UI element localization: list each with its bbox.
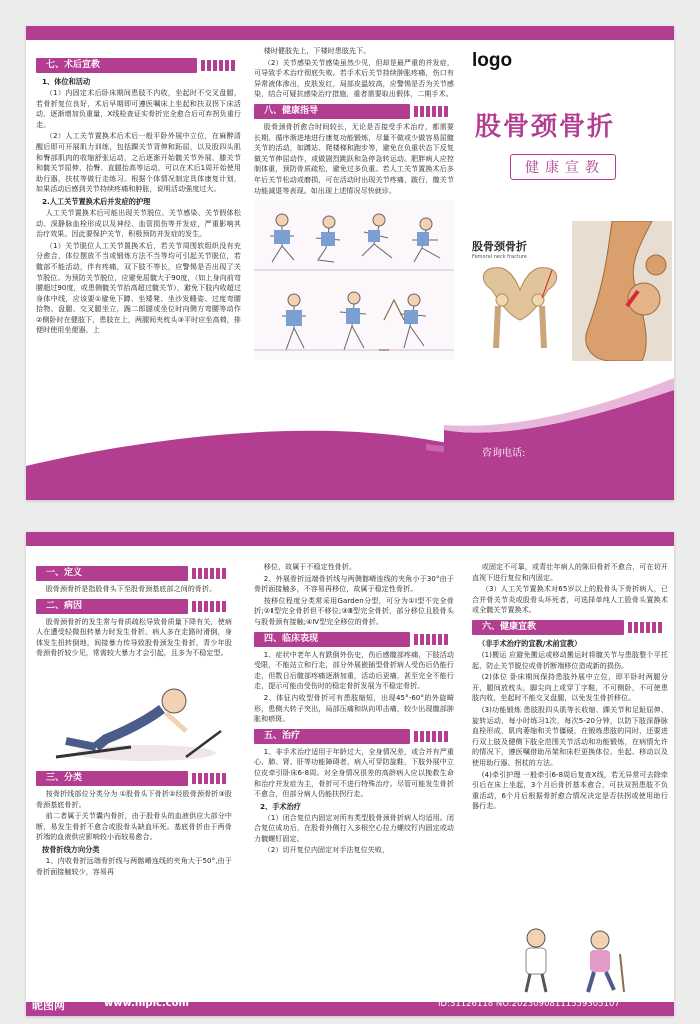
- section-title: 三、分类: [36, 771, 188, 786]
- paragraph: 股骨颈骨折愈合时间较长，无论是否接受手术治疗，都需要长期、循序渐进地进行康复功能锻炼，尽量不做或少做容易屈髋关节的活动，如蹲站、爬楼梯和跑步等，避免在负重状态下反复做关节伸屈动作，或做剧烈跳跃和急停急转运动。肥胖病人应控制体重，预防骨质疏松，避免过多负重。若人工关节置换术后多年后关节松动或磨损，可在活动时出现关节疼痛、跛行，髋关节功能减退等表现。如出现上述情况尽快就诊。: [254, 122, 454, 195]
- panel-treatment: [254, 562, 454, 996]
- watermark-site: www.nipic.com: [104, 998, 189, 1009]
- paragraph: 前二者属于关节囊内骨折，由于股骨头的血液供应大部分中断，易发生骨折不愈合或股骨头缺血坏死。基底骨折由于两骨折端的血液供应影响较小而较易愈合。: [36, 812, 232, 842]
- paragraph: （1）闭合复位内固定对所有类型股骨颈骨折病人均适用。闭合复位成功后，在股骨外侧打入多根空心拉力螺纹钉内固定或动力髋螺钉固定。: [254, 813, 454, 843]
- paragraph: （1）关节脱位人工关节置换术后，若关节周围软组织没有充分愈合，体位摆放不当或锻炼方法不当等均可引起关节脱位，若髋部不能活动，伴有疼痛，双下肢不等长，应警惕是否出现了关节脱位。为预防关节脱位，应避免屈髋大于90度，（如上身向前弯腰超过90度，或患侧髋关节抬高超过髋关节），避免下肢内收超过身体中线，应该要①避免下蹲、坐矮凳、坐沙发睡姿、过度弯腰拾物、盘腿、交叉腿坐立，跪二郎腿或坐位时向侧方弯腰等动作②侧卧时在健肢下，患肢在上，两腿间夹枕头③平时应坐高椅，排便时使用坐便器，上: [36, 241, 241, 335]
- subheading: 2、手术治疗: [260, 801, 301, 811]
- brochure-inside-sheet: [26, 532, 674, 1016]
- brochure-outside-sheet: [26, 26, 674, 500]
- paragraph: (3)功能锻炼 患肢股四头肌等长收缩、踝关节和足趾屈伸、旋转运动，每小时练习1次，每次5-20分钟，以防下肢深静脉血栓形成，肌肉萎缩和关节僵硬，在锻炼患肢的同时，还要进行双上肢及健侧下肢全范围关节活动和功能锻炼，在病情允许的情况下，遵医嘱借助吊架和床栏更换体位、坐起、移动以及使用助行器、拐杖的方法。: [472, 705, 668, 767]
- section-title: 一、定义: [36, 566, 188, 581]
- fall-illustration: [36, 661, 232, 767]
- subheading: 2.人工关节置换术后并发症的护理: [42, 196, 151, 206]
- section-title: 七、术后宣教: [36, 58, 197, 73]
- cover-wave-decoration: [444, 370, 674, 500]
- image-caption-en: Femoral neck fracture: [472, 254, 527, 260]
- paragraph: （2）关节感染关节感染虽然少见，但却是最严重的并发症，可导致手术治疗彻底失败。若手术后关节持续肿胀疼痛，伤口有异常液体渗出，皮肤发红，局部皮温较高，应警惕是否为关节感染，结合可疑抗感染治疗措施，重者需要取出假体，二期手术。: [254, 58, 454, 99]
- pelvis-image: [472, 238, 568, 348]
- pelvis-drawing: [472, 260, 568, 350]
- paragraph: 股骨颈骨折是指股骨头下至股骨颈基底部之间的骨折。: [45, 585, 217, 593]
- section-title: 五、治疗: [254, 729, 410, 744]
- panel-guidance: [254, 46, 454, 446]
- consult-phone-label: 咨询电话:: [482, 448, 526, 459]
- section-title: 六、健康宣教: [472, 620, 624, 635]
- paragraph: 2、外展骨折远端骨折线与两侧髂嵴连线的夹角小于30°由于骨折面接触多，不容易再移位，故属于稳定性骨折。: [254, 574, 454, 594]
- paragraph: (1)搬运 应避免搬运或移动搬运时将髋关节与患肢整个平托起，防止关节脱位或骨折断端移位造成新的损伤。: [472, 650, 668, 670]
- femur-drawing: [572, 221, 672, 361]
- subheading: 按骨折线方向分类: [42, 844, 100, 854]
- doctor-patient-illustration: [496, 924, 646, 994]
- watermark-id: ID:31126118 NO:20230908111559305107: [438, 999, 620, 1009]
- paragraph: (2)体位 卧床期间保持患肢外展中立位，即平卧时两腿分开，腿间放枕头，脚尖向上或穿丁字鞋，不可侧卧，不可使患肢内收，坐起时不能交叉盘腿，以免发生骨折移位。: [472, 673, 668, 703]
- femur-image: [572, 221, 672, 361]
- subheading: （非手术治疗的宣教/术前宣教）: [478, 638, 582, 648]
- top-color-bar: [26, 532, 674, 546]
- paragraph: （2）切开复位内固定对手法复位失败，: [263, 846, 390, 855]
- paragraph: 或固定不可靠，或青壮年病人的陈旧骨折不愈合，可在切开直视下进行复位和内固定。: [472, 563, 668, 582]
- watermark-left: 昵图网: [32, 999, 65, 1012]
- paragraph: 1、症状中老年人有跌倒外伤史，伤后感髋部疼痛，下肢活动受限，不能站立和行走，部分外展嵌插型骨折病人受伤后仍能行走，但数日后髋部疼痛逐渐加重，活动后更痛，甚至完全不能行走，提示可能由受伤时的稳定骨折发展为不稳定骨折。: [254, 650, 454, 691]
- paragraph: 2、体征内收型骨折可有患肢缩短，出现45°-60°的外旋畸形，患侧大转子突出，局部压痛和纵向叩击痛，较少出现髋部肿胀和瘀斑。: [254, 693, 454, 724]
- paragraph: (4)牵引护理 一般牵引6-8周后复查X线，若无异常可去除牵引后在床上坐起，3个月后骨折基本愈合，可扶双拐患肢不负重活动，6个月后根据骨折愈合情况决定是否扶拐或使用助行器行走。: [472, 770, 668, 811]
- logo: logo: [472, 50, 513, 71]
- cover-title: 股骨颈骨折: [475, 112, 616, 142]
- cover-subtitle: 健康宣教: [510, 154, 616, 180]
- paragraph: 1、非手术治疗适用于年龄过大，全身情况差，或合并有严重心、肺、肾、肝等功能障碍者，病人可穿防旋鞋，下肢外展中立位皮牵引卧床6-8周。对全身情况很差的高龄病人应以挽救生命和治疗并发症为主，骨折可不进行特殊治疗。尽管可能发生骨折不愈合，但部分病人仍能扶拐行走。: [254, 747, 454, 799]
- paragraph: 股骨颈骨折的发生常与骨质疏松导致骨质量下降有关，使病人在遭受轻微扭转暴力时发生骨折。病人多在走路时滑倒，身体发生扭转倒地，间接暴力传导致股骨颈发生骨折，青少年股骨颈骨折较少见，常需较大暴力才会引起，且多为不稳定型。: [36, 617, 232, 658]
- paragraph: 1、内收骨折远端骨折线与两髂嵴连线的夹角大于50°,由于骨折面接触较少，容易再: [36, 856, 232, 876]
- paragraph: 按骨折线部位分类分为 ①股骨头下骨折②经股骨颈骨折③股骨颈基底骨折。: [36, 789, 232, 809]
- section-title: 二、病因: [36, 599, 188, 614]
- panel-definition: [36, 562, 232, 996]
- paragraph: 移位，故属于不稳定性骨折。: [263, 563, 357, 571]
- image-caption: 股骨颈骨折: [472, 240, 527, 253]
- panel-postop: [36, 54, 241, 464]
- panel-education: [472, 562, 668, 922]
- section-title: 四、临床表现: [254, 632, 410, 647]
- subheading: 1、体位和活动: [42, 77, 91, 86]
- paragraph: 人工关节置换术后可能出现关节脱位、关节感染、关节假体松动、深静脉血栓形成以及神经、血管损伤等并发症，严重影响其治疗效果。因此要保护关节，积极预防并发症的发生。: [36, 208, 241, 239]
- rehab-exercise-illustration: [254, 200, 454, 360]
- paragraph: 楼时健肢先上，下楼时患肢先下。: [263, 47, 371, 55]
- section-title: 八、健康指导: [254, 104, 410, 119]
- paragraph: （2）人工关节置换术后术后一般平卧外展中立位，在麻醉清醒后即可开展肌力训练，包括踝关节背伸和跖屈，以及股四头肌和臀部肌肉的收缩舒张运动，之后逐渐开始髋关节外展、膝关节和髋关节屈伸、抬臀、直腿抬高等运动，可以在术后1周开始使用助行器，扶杖等做行走练习。根据个体情况制定具体康复计划，如果活动后感到关节持续疼痛和肿胀，说明活动强度过大。: [36, 132, 241, 194]
- paragraph: （3）人工关节置换术对65岁以上的股骨头下骨折病人，已合并骨关节炎或股骨头坏死者，可选择单纯人工股骨头置换术或全髋关节置换术。: [472, 585, 668, 615]
- paragraph: （1）内固定术后卧床期间患肢不内收，坐起时不交叉盘腿，若骨折复位良好，术后早期即可遵医嘱床上坐起和扶双拐下床活动，逐渐增加负重量，X线检查证实骨折完全愈合后可弃拐负重行走。: [36, 89, 241, 129]
- paragraph: 按移位程度分类常采用Garden分型，可分为①Ⅰ型不完全骨折;②Ⅱ型完全骨折但不移位;③Ⅲ型完全骨折，部分移位且股骨头与股骨颈有接触;④Ⅳ型完全移位的骨折。: [254, 596, 454, 626]
